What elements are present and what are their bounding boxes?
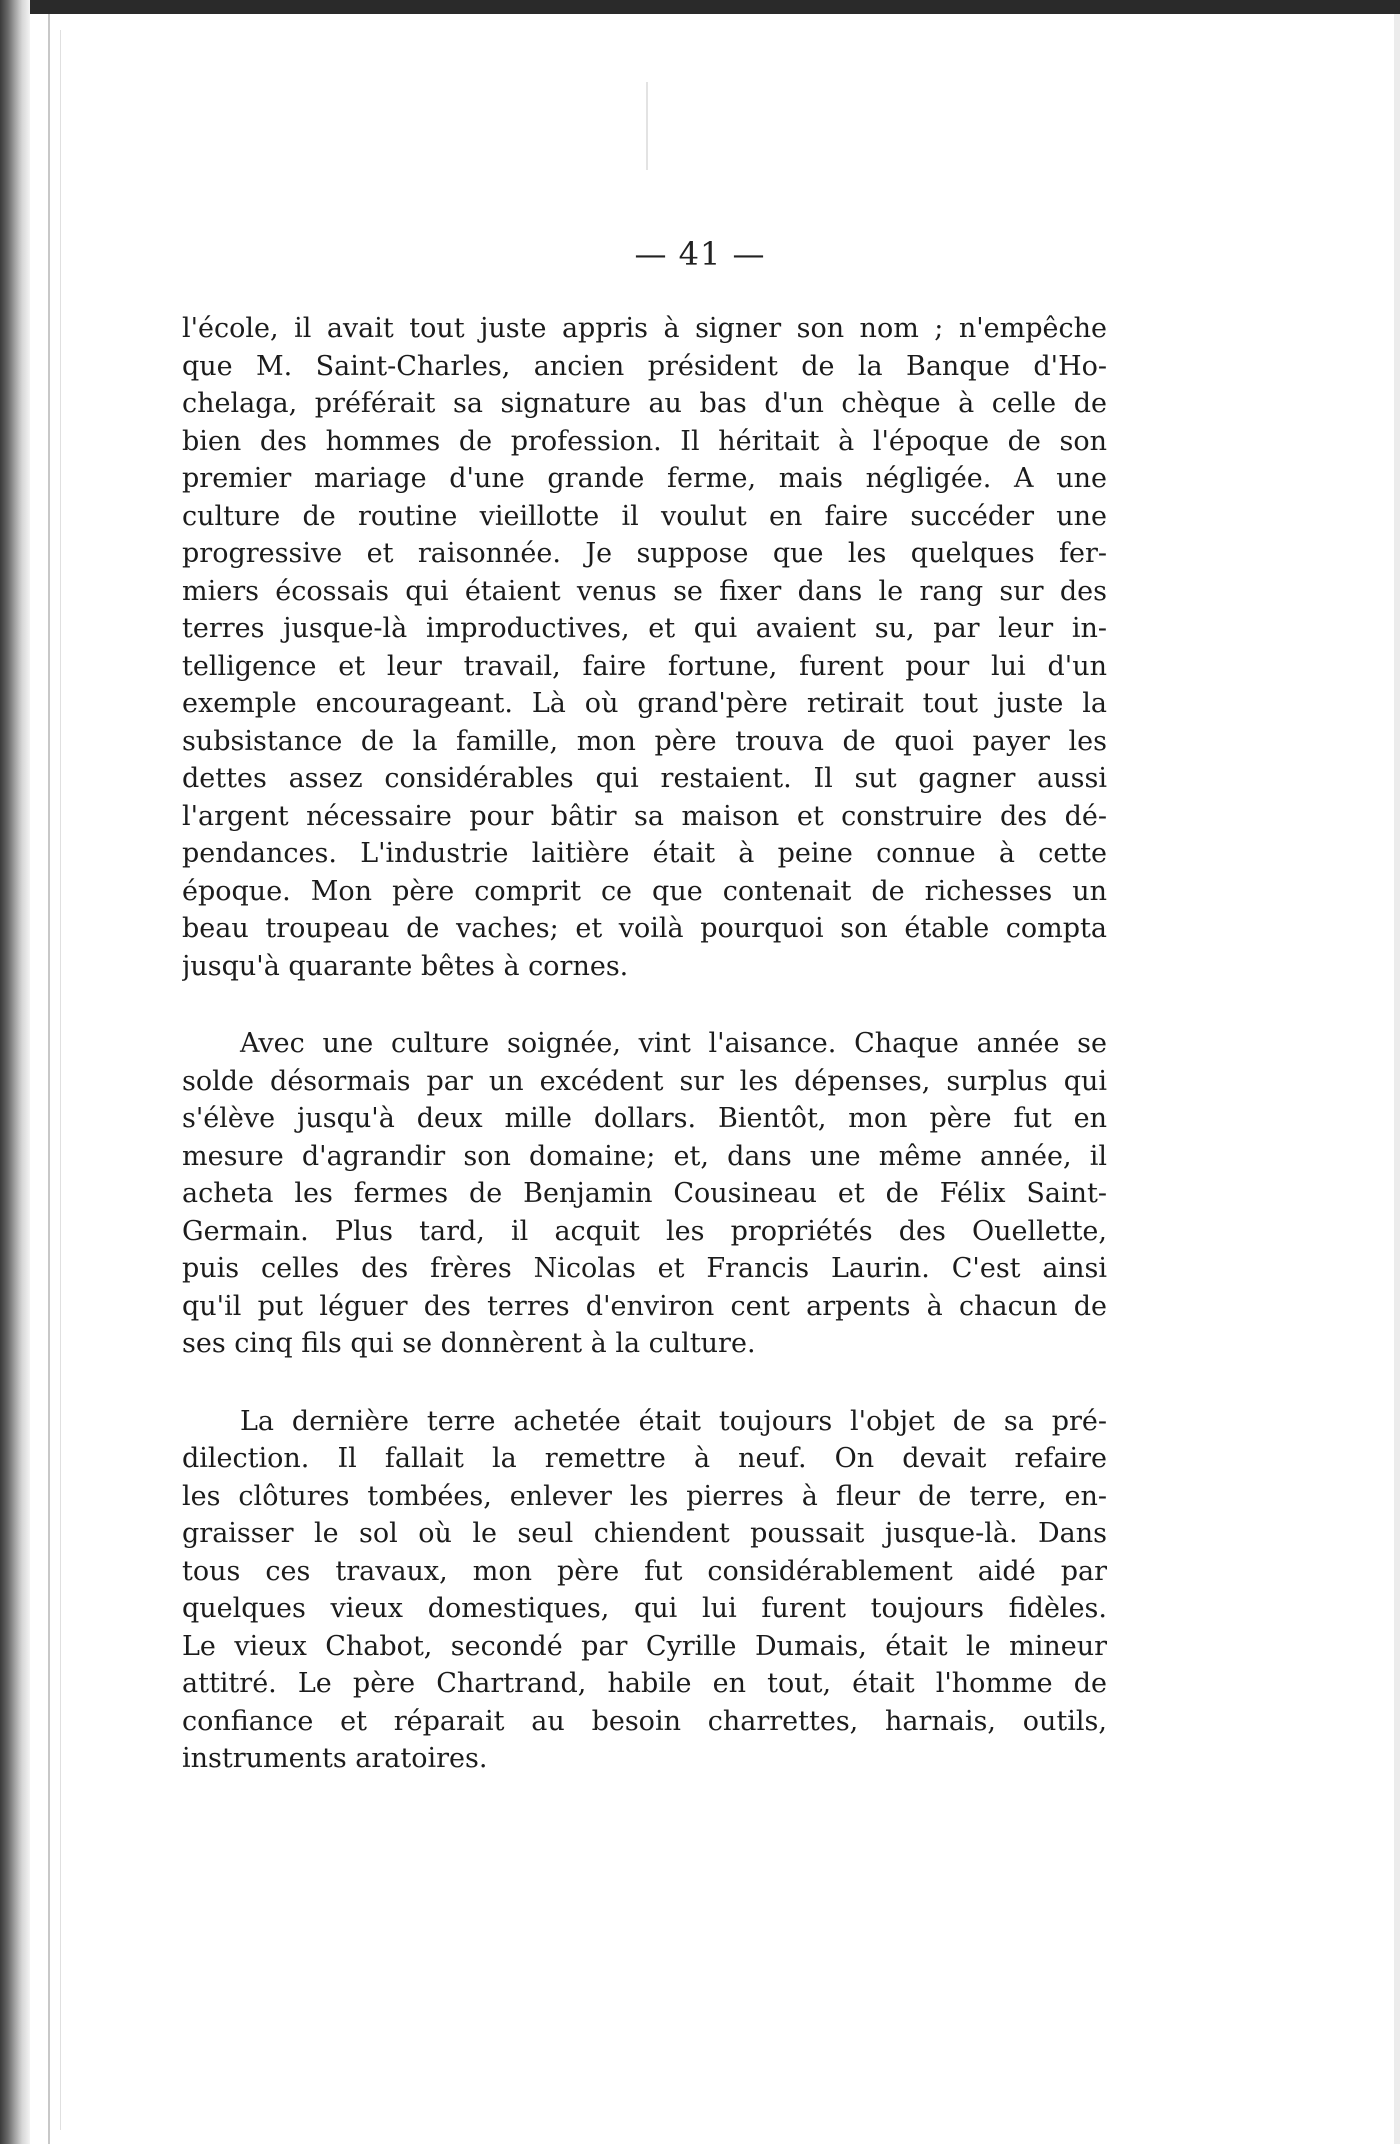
text-line: acheta les fermes de Benjamin Cousineau et de Félix Saint- bbox=[182, 1178, 1107, 1209]
text-line: dilection. Il fallait la remettre à neuf. On devait refaire bbox=[182, 1443, 1107, 1474]
text-line: époque. Mon père comprit ce que contenait de richesses un bbox=[182, 875, 1107, 907]
text-line: Avec une culture soignée, vint l'aisance. Chaque année se bbox=[240, 1028, 1107, 1059]
paragraph-1 bbox=[182, 310, 1107, 985]
text-line: ses cinq fils qui se donnèrent à la culture. bbox=[182, 1328, 756, 1359]
text-line: puis celles des frères Nicolas et Francis Laurin. C'est ainsi bbox=[182, 1253, 1107, 1284]
paragraph-2 bbox=[182, 1025, 1107, 1363]
text-line: que M. Saint-Charles, ancien président de la Banque d'Ho- bbox=[182, 350, 1107, 382]
text-line: instruments aratoires. bbox=[182, 1743, 488, 1774]
paragraph-gap bbox=[182, 985, 1107, 1025]
scan-left-edge bbox=[0, 0, 30, 2144]
text-line: l'école, il avait tout juste appris à signer son nom ; n'empêche bbox=[182, 313, 1107, 344]
text-line: chelaga, préférait sa signature au bas d'un chèque à celle de bbox=[182, 388, 1107, 419]
paragraph-3 bbox=[182, 1403, 1107, 1778]
text-line: quelques vieux domestiques, qui lui furent toujours fidèles. bbox=[182, 1593, 1107, 1624]
text-line: beau troupeau de vaches; et voilà pourquoi son étable compta bbox=[182, 913, 1107, 944]
scan-right-edge bbox=[1394, 14, 1400, 2144]
paragraph-gap bbox=[182, 1363, 1107, 1403]
text-line: premier mariage d'une grande ferme, mais négligée. A une bbox=[182, 463, 1107, 494]
text-line: mesure d'agrandir son domaine; et, dans une même année, il bbox=[182, 1140, 1107, 1172]
text-line: progressive et raisonnée. Je suppose que les quelques fer- bbox=[182, 538, 1107, 569]
text-line: bien des hommes de profession. Il héritait à l'époque de son bbox=[182, 425, 1107, 457]
text-line: La dernière terre achetée était toujours l'objet de sa pré- bbox=[240, 1405, 1107, 1437]
text-line: pendances. L'industrie laitière était à peine connue à cette bbox=[182, 838, 1107, 869]
scan-top-border bbox=[0, 0, 1400, 14]
text-line: telligence et leur travail, faire fortune, furent pour lui d'un bbox=[182, 650, 1107, 682]
text-line: solde désormais par un excédent sur les dépenses, surplus qui bbox=[182, 1065, 1107, 1097]
text-line: exemple encourageant. Là où grand'père retirait tout juste la bbox=[182, 688, 1107, 719]
text-line: terres jusque-là improductives, et qui avaient su, par leur in- bbox=[182, 613, 1107, 644]
text-line: attitré. Le père Chartrand, habile en tout, était l'homme de bbox=[182, 1668, 1107, 1699]
text-line: dettes assez considérables qui restaient. Il sut gagner aussi bbox=[182, 763, 1107, 794]
text-line: miers écossais qui étaient venus se fixer dans le rang sur des bbox=[182, 575, 1107, 607]
text-line: jusqu'à quarante bêtes à cornes. bbox=[182, 950, 629, 982]
text-line: Germain. Plus tard, il acquit les propriétés des Ouellette, bbox=[182, 1215, 1107, 1247]
text-line: tous ces travaux, mon père fut considérablement aidé par bbox=[182, 1555, 1107, 1587]
text-line: les clôtures tombées, enlever les pierres à fleur de terre, en- bbox=[182, 1480, 1107, 1512]
text-line: Le vieux Chabot, secondé par Cyrille Dumais, était le mineur bbox=[182, 1630, 1107, 1662]
text-line: confiance et réparait au besoin charrettes, harnais, outils, bbox=[182, 1705, 1107, 1737]
page-number: — 41 — bbox=[634, 235, 766, 273]
scan-binding-line bbox=[48, 14, 50, 2144]
text-line: subsistance de la famille, mon père trouva de quoi payer les bbox=[182, 725, 1107, 757]
text-line: s'élève jusqu'à deux mille dollars. Bientôt, mon père fut en bbox=[182, 1103, 1107, 1134]
text-line: l'argent nécessaire pour bâtir sa maison et construire des dé- bbox=[182, 800, 1107, 832]
page-text-body bbox=[182, 310, 1107, 1778]
text-line: graisser le sol où le seul chiendent poussait jusque-là. Dans bbox=[182, 1518, 1107, 1549]
text-line: culture de routine vieillotte il voulut en faire succéder une bbox=[182, 500, 1107, 532]
scan-binding-shadow bbox=[60, 30, 61, 2130]
scan-artifact-mark bbox=[646, 82, 648, 170]
text-line: qu'il put léguer des terres d'environ cent arpents à chacun de bbox=[182, 1290, 1107, 1322]
